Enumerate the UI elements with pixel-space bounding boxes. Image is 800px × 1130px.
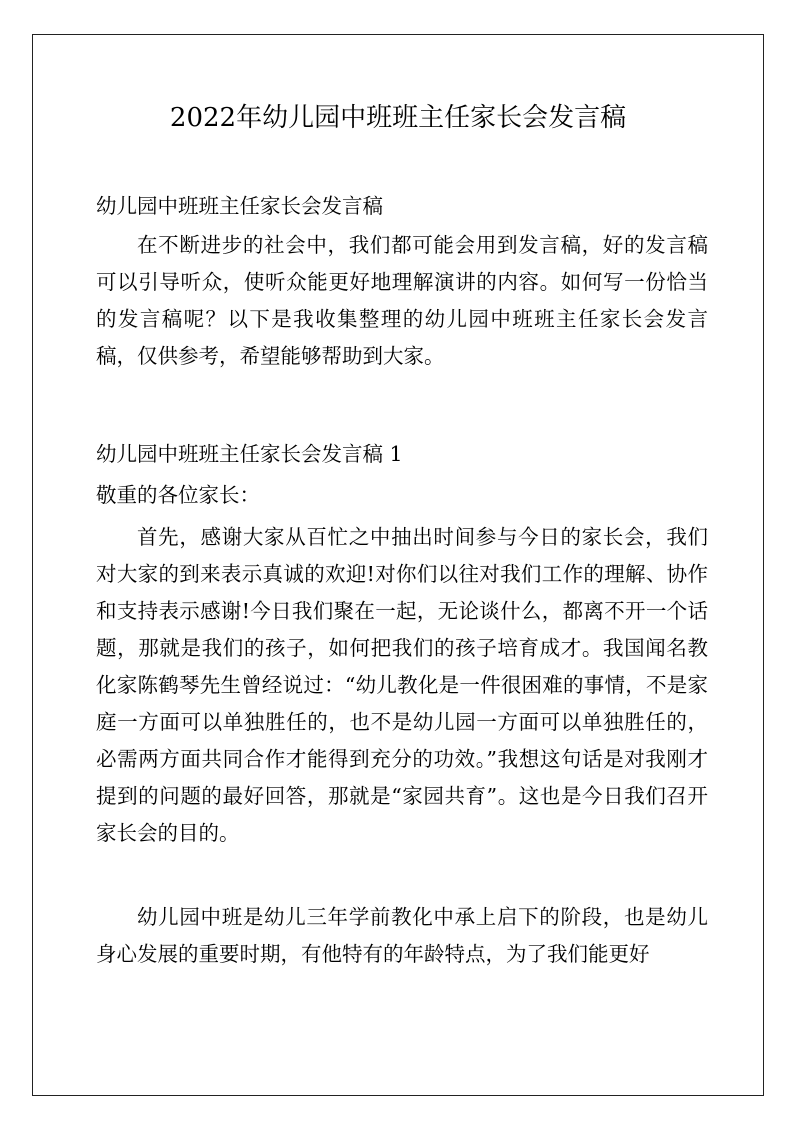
document-subtitle: 幼儿园中班班主任家长会发言稿 [96, 194, 383, 218]
body-paragraph-1: 首先，感谢大家从百忙之中抽出时间参与今日的家长会，我们对大家的到来表示真诚的欢迎!对你们以往对我们工作的理解、协作和支持表示感谢!今日我们聚在一起，无论谈什么，都离不开一个话题，那就是我们的孩子，如何把我们的孩子培育成才。我国闻名教化家陈鹤琴先生曾经说过：“幼儿教化是一件很困难的事情，不是家庭一方面可以单独胜任的，也不是幼儿园一方面可以单独胜任的，必需两方面共同合作才能得到充分的功效。”我想这句话是对我刚才提到的问题的最好回答，那就是“家园共育”。这也是今日我们召开家长会的目的。 [96, 525, 708, 845]
document-title: 2022年幼儿园中班班主任家长会发言稿 [169, 103, 627, 133]
section-heading: 幼儿园中班班主任家长会发言稿 1 [96, 442, 403, 466]
salutation: 敬重的各位家长： [96, 483, 260, 507]
intro-paragraph: 在不断进步的社会中，我们都可能会用到发言稿，好的发言稿可以引导听众，使听众能更好地理解演讲的内容。如何写一份恰当的发言稿呢？以下是我收集整理的幼儿园中班班主任家长会发言稿，仅供参考，希望能够帮助到大家。 [96, 233, 708, 368]
body-paragraph-2: 幼儿园中班是幼儿三年学前教化中承上启下的阶段，也是幼儿身心发展的重要时期，有他特有的年龄特点，为了我们能更好 [96, 905, 708, 966]
